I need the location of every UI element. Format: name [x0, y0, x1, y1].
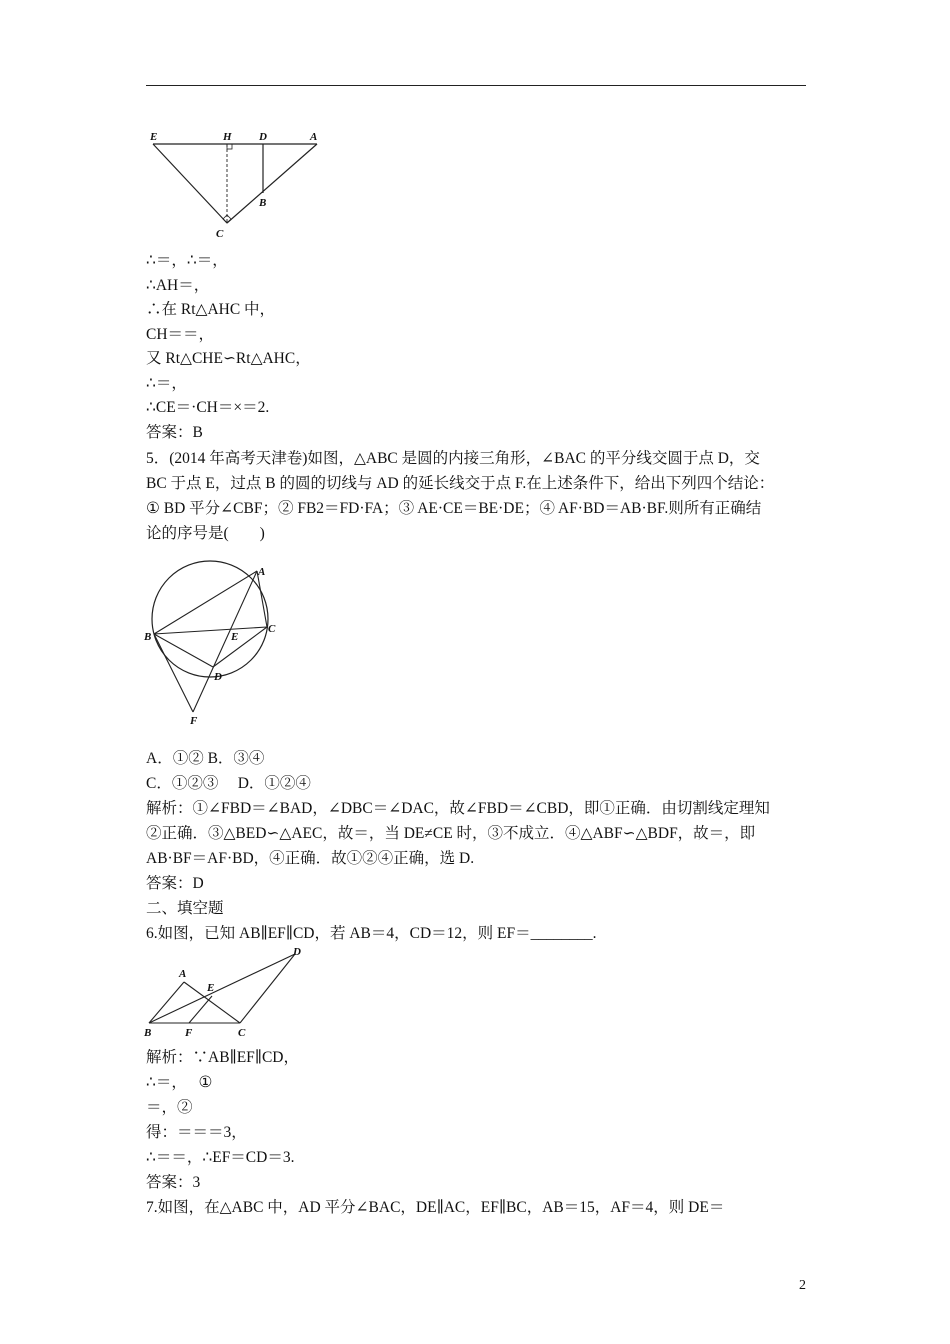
text-line: ＝，② — [146, 1099, 193, 1116]
text-line: CH＝＝， — [146, 326, 215, 343]
text-line: 得：＝＝＝3， — [146, 1124, 247, 1141]
fig2-label-b: B — [144, 631, 152, 643]
page-number: 2 — [799, 1278, 806, 1293]
fig3-label-c: C — [238, 1027, 246, 1039]
text-line: ②正确．③△BED∽△AEC，故＝，当 DE≠CE 时，③不成立．④△ABF∽△BDF，故＝，即 — [146, 825, 756, 842]
fig2-label-c: C — [268, 623, 276, 635]
fig1-label-h: H — [223, 131, 232, 143]
figure-circle-triangle — [140, 554, 285, 729]
text-line: ∴＝＝，∴EF＝CD＝3. — [146, 1149, 295, 1166]
fig2-segment-dc — [213, 627, 267, 667]
fig2-segment-bc — [154, 627, 267, 634]
figure-triangle-eac — [146, 128, 336, 243]
section-heading: 二、填空题 — [146, 900, 224, 917]
answer-line: 答案：D — [146, 875, 204, 892]
option-line: C．①②③ D．①②④ — [146, 775, 311, 792]
fig3-segment-ef — [189, 996, 212, 1023]
fig3-label-a: A — [179, 968, 187, 980]
header-rule — [146, 85, 806, 86]
question-5-line: 论的序号是( ) — [146, 525, 265, 542]
answer-line: 答案：B — [146, 424, 203, 441]
fig3-label-b: B — [144, 1027, 152, 1039]
fig3-segment-ab — [149, 982, 184, 1023]
fig2-label-e: E — [231, 631, 239, 643]
fig2-label-f: F — [190, 715, 198, 727]
fig1-label-b: B — [259, 197, 267, 209]
fig2-segment-ab — [154, 571, 257, 634]
question-5-line: BC 于点 E，过点 B 的圆的切线与 AD 的延长线交于点 F.在上述条件下，给出下列四个结论： — [146, 475, 775, 492]
question-5-line: ① BD 平分∠CBF；② FB2＝FD·FA；③ AE·CE＝BE·DE；④ AF·BD＝AB·BF.则所有正确结 — [146, 500, 762, 517]
text-line: 解析：①∠FBD＝∠BAD，∠DBC＝∠DAC，故∠FBD＝∠CBD，即①正确．由切割线定理知 — [146, 800, 770, 817]
fig1-label-a: A — [310, 131, 318, 143]
text-line: 解析：∵AB∥EF∥CD， — [146, 1049, 299, 1066]
text-line: ∴＝， — [146, 375, 187, 392]
fig2-segment-bf — [154, 634, 193, 712]
fig1-label-d: D — [259, 131, 267, 143]
fig1-right-angle-h — [227, 144, 232, 149]
fig1-label-e: E — [150, 131, 158, 143]
fig1-segment-ac — [227, 144, 317, 223]
question-5-line: 5．(2014 年高考天津卷)如图，△ABC 是圆的内接三角形，∠BAC 的平分线交圆于点 D，交 — [146, 450, 760, 467]
fig3-label-f: F — [185, 1027, 193, 1039]
fig1-segment-ec — [153, 144, 227, 223]
fig1-label-c: C — [216, 228, 224, 240]
text-line: ∴AH＝， — [146, 277, 210, 294]
fig3-label-e: E — [207, 982, 215, 994]
text-line: AB·BF＝AF·BD，④正确．故①②④正确，选 D. — [146, 850, 475, 867]
text-line: ∴在 Rt△AHC 中， — [146, 301, 276, 318]
figure-parallel-segments — [140, 944, 310, 1040]
text-line: 又 Rt△CHE∽Rt△AHC， — [146, 350, 311, 367]
fig3-label-d: D — [293, 946, 301, 958]
fig3-segment-bd — [149, 954, 295, 1023]
answer-line: 答案：3 — [146, 1174, 201, 1191]
fig3-segment-cd — [240, 954, 295, 1023]
question-6-line: 6.如图，已知 AB∥EF∥CD，若 AB＝4，CD＝12，则 EF＝________. — [146, 925, 597, 942]
text-line: ∴＝， ① — [146, 1074, 213, 1091]
fig2-label-d: D — [214, 671, 222, 683]
option-line: A．①② B．③④ — [146, 750, 265, 767]
fig2-circle — [152, 561, 268, 677]
question-7-line: 7.如图，在△ABC 中，AD 平分∠BAC，DE∥AC，EF∥BC，AB＝15，AF＝4，则 DE＝ — [146, 1199, 725, 1216]
fig2-label-a: A — [258, 566, 266, 578]
text-line: ∴CE＝·CH＝×＝2. — [146, 399, 270, 416]
fig2-segment-ac — [257, 571, 267, 627]
text-line: ∴＝，∴＝， — [146, 252, 228, 269]
